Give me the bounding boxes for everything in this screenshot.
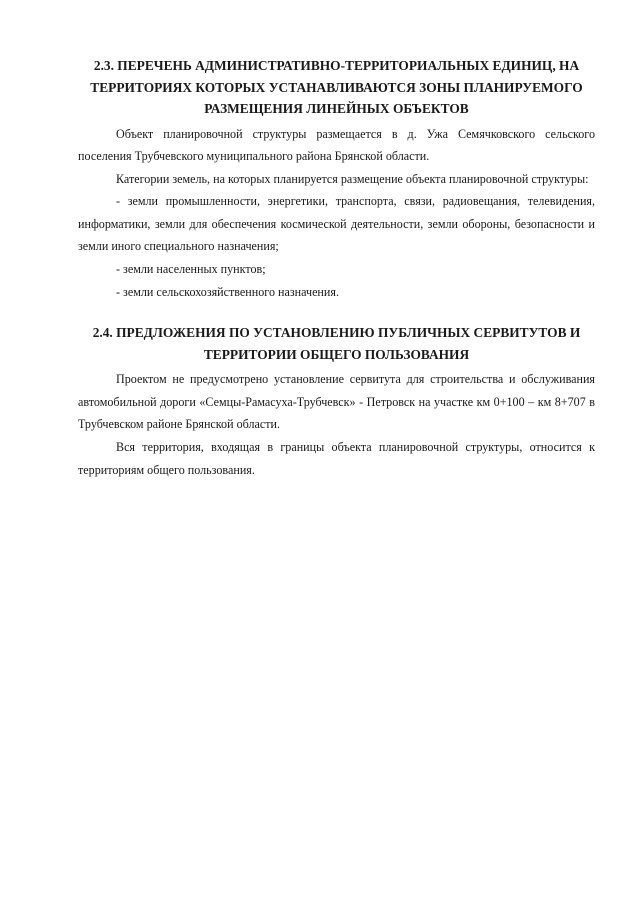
- paragraph-object-location: Объект планировочной структуры размещается в д. Ужа Семячковского сельского поселения Трубчевского муниципального района Брянской области.: [78, 126, 595, 164]
- paragraph-public-territory: Вся территория, входящая в границы объекта планировочной структуры, относится к территориям общего пользования.: [78, 440, 595, 477]
- document-page: [78, 55, 595, 481]
- section-2-3-body: [78, 123, 595, 304]
- paragraph-land-categories: Категории земель, на которых планируется размещение объекта планировочной структуры:: [116, 171, 589, 186]
- section-2-4-body: [78, 368, 595, 481]
- section-2-3-heading: [78, 55, 595, 120]
- paragraph-servitude: Проектом не предусмотрено установление сервитута для строительства и обслуживания автомобильной дороги «Семцы-Рамасуха-Трубчевск» - Петровск на участке км 0+100 – км 8+707 в Трубчевском районе Брянской области.: [78, 372, 595, 432]
- heading-line: РАЗМЕЩЕНИЯ ЛИНЕЙНЫХ ОБЪЕКТОВ: [204, 101, 469, 116]
- list-item-agricultural-lands: - земли сельскохозяйственного назначения.: [116, 284, 339, 299]
- heading-line: 2.3. ПЕРЕЧЕНЬ АДМИНИСТРАТИВНО-ТЕРРИТОРИАЛЬНЫХ ЕДИНИЦ, НА: [93, 58, 580, 73]
- section-2-4-heading: [78, 322, 595, 365]
- heading-line: ТЕРРИТОРИЯХ КОТОРЫХ УСТАНАВЛИВАЮТСЯ ЗОНЫ ПЛАНИРУЕМОГО: [90, 79, 583, 95]
- list-item-industrial-lands: - земли промышленности, энергетики, транспорта, связи, радиовещания, телевидения, информатики, земли для обеспечения космической деятельности, земли обороны, безопасности и земли иного специального назначения;: [78, 194, 595, 254]
- list-item-settlement-lands: - земли населенных пунктов;: [116, 262, 266, 277]
- heading-line: 2.4. ПРЕДЛОЖЕНИЯ ПО УСТАНОВЛЕНИЮ ПУБЛИЧНЫХ СЕРВИТУТОВ И: [92, 325, 581, 341]
- heading-line: ТЕРРИТОРИИ ОБЩЕГО ПОЛЬЗОВАНИЯ: [203, 346, 470, 362]
